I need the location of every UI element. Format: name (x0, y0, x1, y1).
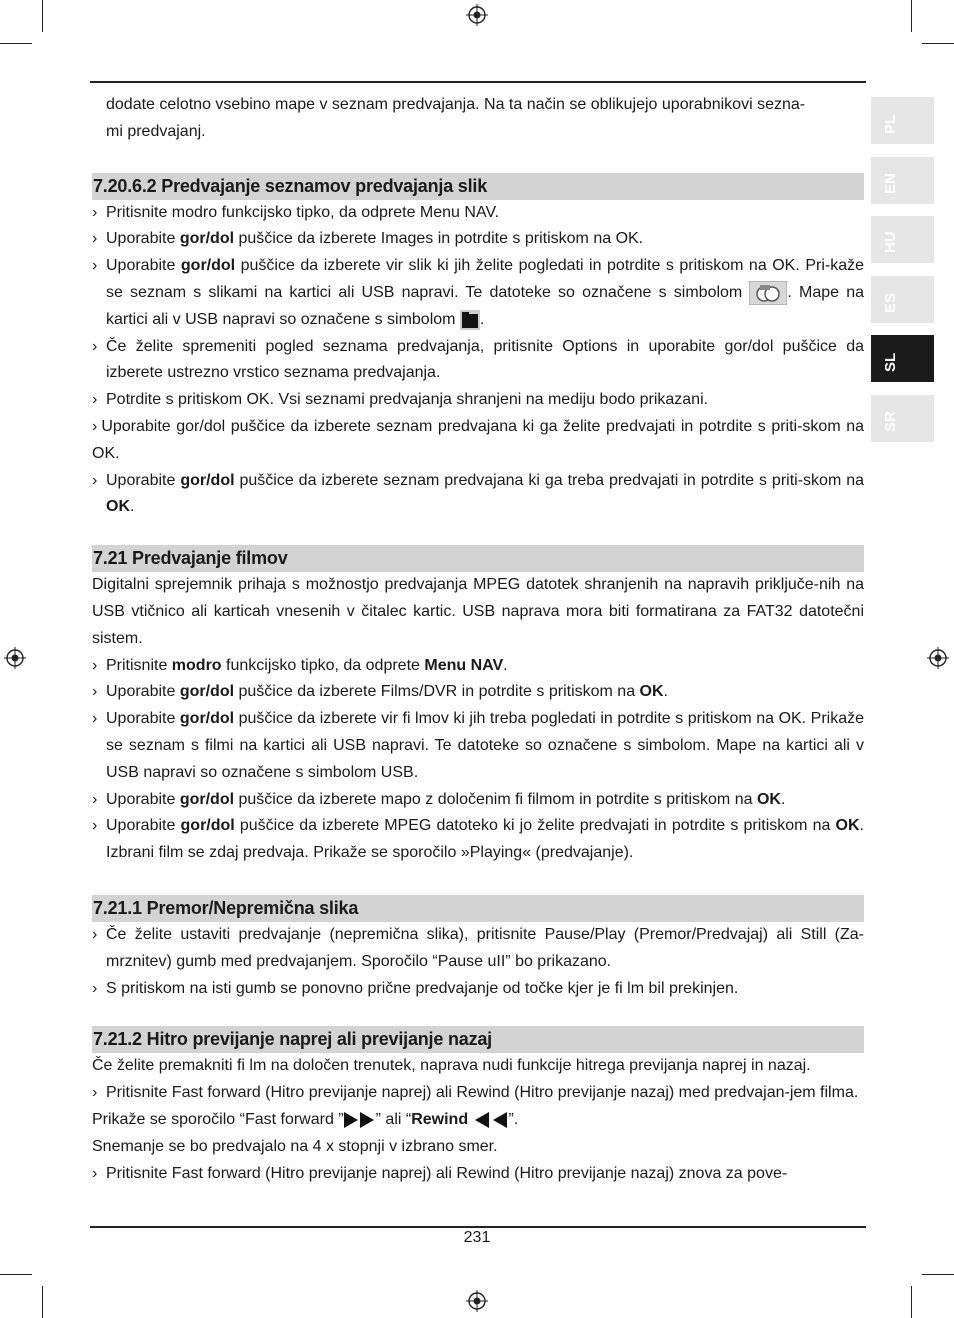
tab-label: PL (882, 114, 899, 134)
crop-mark (42, 0, 43, 32)
list-item: › Uporabite gor/dol puščice da izberete Images in potrdite s pritiskom na OK. (92, 226, 864, 253)
page-content (92, 92, 864, 1187)
rewind-icon (473, 1112, 509, 1128)
section-heading: 7.20.6.2 Predvajanje seznamov predvajanja slik (92, 173, 864, 200)
section-heading: 7.21 Predvajanje filmov (92, 545, 864, 572)
paragraph: Digitalni sprejemnik prihaja s možnostjo predvajanja MPEG datotek shranjenih na napravih priključe-nih na USB vtičnico ali karticah vnesenih v čitalec kartic. USB naprava mora biti formatirana za FAT32 datotečni sistem. (92, 576, 864, 647)
paragraph: Snemanje se bo predvajalo na 4 x stopnji v izbrano smer. (92, 1137, 498, 1155)
list-item: › Uporabite gor/dol puščice da izberete vir slik ki jih želite pogledati in potrdite s pritiskom na OK. Pri-kaže se seznam s slikami na kartici ali USB napravi. Te datoteke so označene s simbolom . Mape na kartici ali v USB napravi so označene s simbolom . (92, 253, 864, 333)
list-item: › Pritisnite Fast forward (Hitro previjanje naprej) ali Rewind (Hitro previjanje nazaj) med predvajan-jem filma. (92, 1080, 864, 1107)
list-item: › S pritiskom na isti gumb se ponovno prične predvajanje od točke kjer je fi lm bil prekinjen. (92, 976, 864, 1003)
image-file-icon (749, 281, 787, 305)
language-tab-pl (871, 97, 934, 144)
list-item: › Uporabite gor/dol puščice da izberete vir fi lmov ki jih treba pogledati in potrdite s pritiskom na OK. Prikaže se seznam s filmi na kartici ali USB napravi. Te datoteke so označene s simbolom. Mape na kartici ali v USB napravi so označene s simbolom USB. (92, 706, 864, 786)
intro-paragraph: dodate celotno vsebino mape v seznam predvajanja. Na ta način se oblikujejo uporabnikovi sezna- mi predvajanj. (106, 96, 806, 140)
paragraph: Če želite premakniti fi lm na določen trenutek, naprava nudi funkcije hitrega previjanja naprej in nazaj. (92, 1057, 811, 1075)
language-tab-sl (871, 335, 934, 382)
crop-mark (911, 0, 912, 32)
tab-label: SR (882, 411, 899, 432)
list-item: › Uporabite gor/dol puščice da izberete MPEG datoteko ki jo želite predvajati in potrdite s pritiskom na OK. Izbrani film se zdaj predvaja. Prikaže se sporočilo »Playing« (predvajanje). (92, 813, 864, 867)
bottom-rule (90, 1226, 866, 1228)
list-item: › Uporabite gor/dol puščice da izberete Films/DVR in potrdite s pritiskom na OK. (92, 679, 864, 706)
crop-mark (42, 1286, 43, 1318)
tab-label: EN (882, 173, 899, 194)
section-heading: 7.21.1 Premor/Nepremična slika (92, 895, 864, 922)
list-item: › Uporabite gor/dol puščice da izberete seznam predvajana ki ga treba predvajati in potrdite s priti-skom na OK. (92, 468, 864, 522)
list-item: › Uporabite gor/dol puščice da izberete seznam predvajana ki ga želite predvajati in potrdite s priti-skom na OK. (92, 414, 864, 468)
tab-label: ES (882, 292, 899, 313)
list-item: › Potrdite s pritiskom OK. Vsi seznami predvajanja shranjeni na mediju bodo prikazani. (92, 387, 864, 414)
list-item: › Uporabite gor/dol puščice da izberete mapo z določenim fi filmom in potrdite s pritiskom na OK. (92, 787, 864, 814)
registration-mark-icon (4, 647, 26, 669)
crop-mark (911, 1286, 912, 1318)
list-item: › Če želite ustaviti predvajanje (nepremična slika), pritisnite Pause/Play (Premor/Predvajaj) ali Still (Za-mrznitev) gumb med predvajanjem. Sporočilo “Pause uII” bo prikazano. (92, 922, 864, 976)
language-tab-en (871, 157, 934, 204)
list-item: › Pritisnite Fast forward (Hitro previjanje naprej) ali Rewind (Hitro previjanje nazaj) znova za pove- (92, 1161, 864, 1188)
registration-mark-icon (927, 647, 949, 669)
top-rule (90, 81, 866, 83)
registration-mark-icon (466, 4, 488, 26)
page-number: 231 (463, 1229, 491, 1246)
paragraph: Prikaže se sporočilo “Fast forward ” ” ali “Rewind ”. (92, 1110, 519, 1128)
language-tab-es (871, 276, 934, 323)
folder-icon (460, 310, 480, 330)
registration-mark-icon (466, 1290, 488, 1312)
list-item: › Če želite spremeniti pogled seznama predvajanja, pritisnite Options in uporabite gor/dol puščice da izberete ustrezno vrstico seznama predvajanja. (92, 334, 864, 388)
list-item: › Pritisnite modro funkcijsko tipko, da odprete Menu NAV. (92, 653, 864, 680)
list-item: › Pritisnite modro funkcijsko tipko, da odprete Menu NAV. (92, 200, 864, 227)
crop-mark (922, 1274, 954, 1275)
crop-mark (922, 43, 954, 44)
fast-forward-icon (344, 1112, 376, 1128)
tab-label: HU (882, 231, 899, 253)
crop-mark (0, 1274, 32, 1275)
language-tab-hu (871, 216, 934, 263)
section-heading: 7.21.2 Hitro previjanje naprej ali previjanje nazaj (92, 1026, 864, 1053)
language-tab-sr (871, 395, 934, 442)
tab-label: SL (882, 352, 899, 372)
crop-mark (0, 43, 32, 44)
